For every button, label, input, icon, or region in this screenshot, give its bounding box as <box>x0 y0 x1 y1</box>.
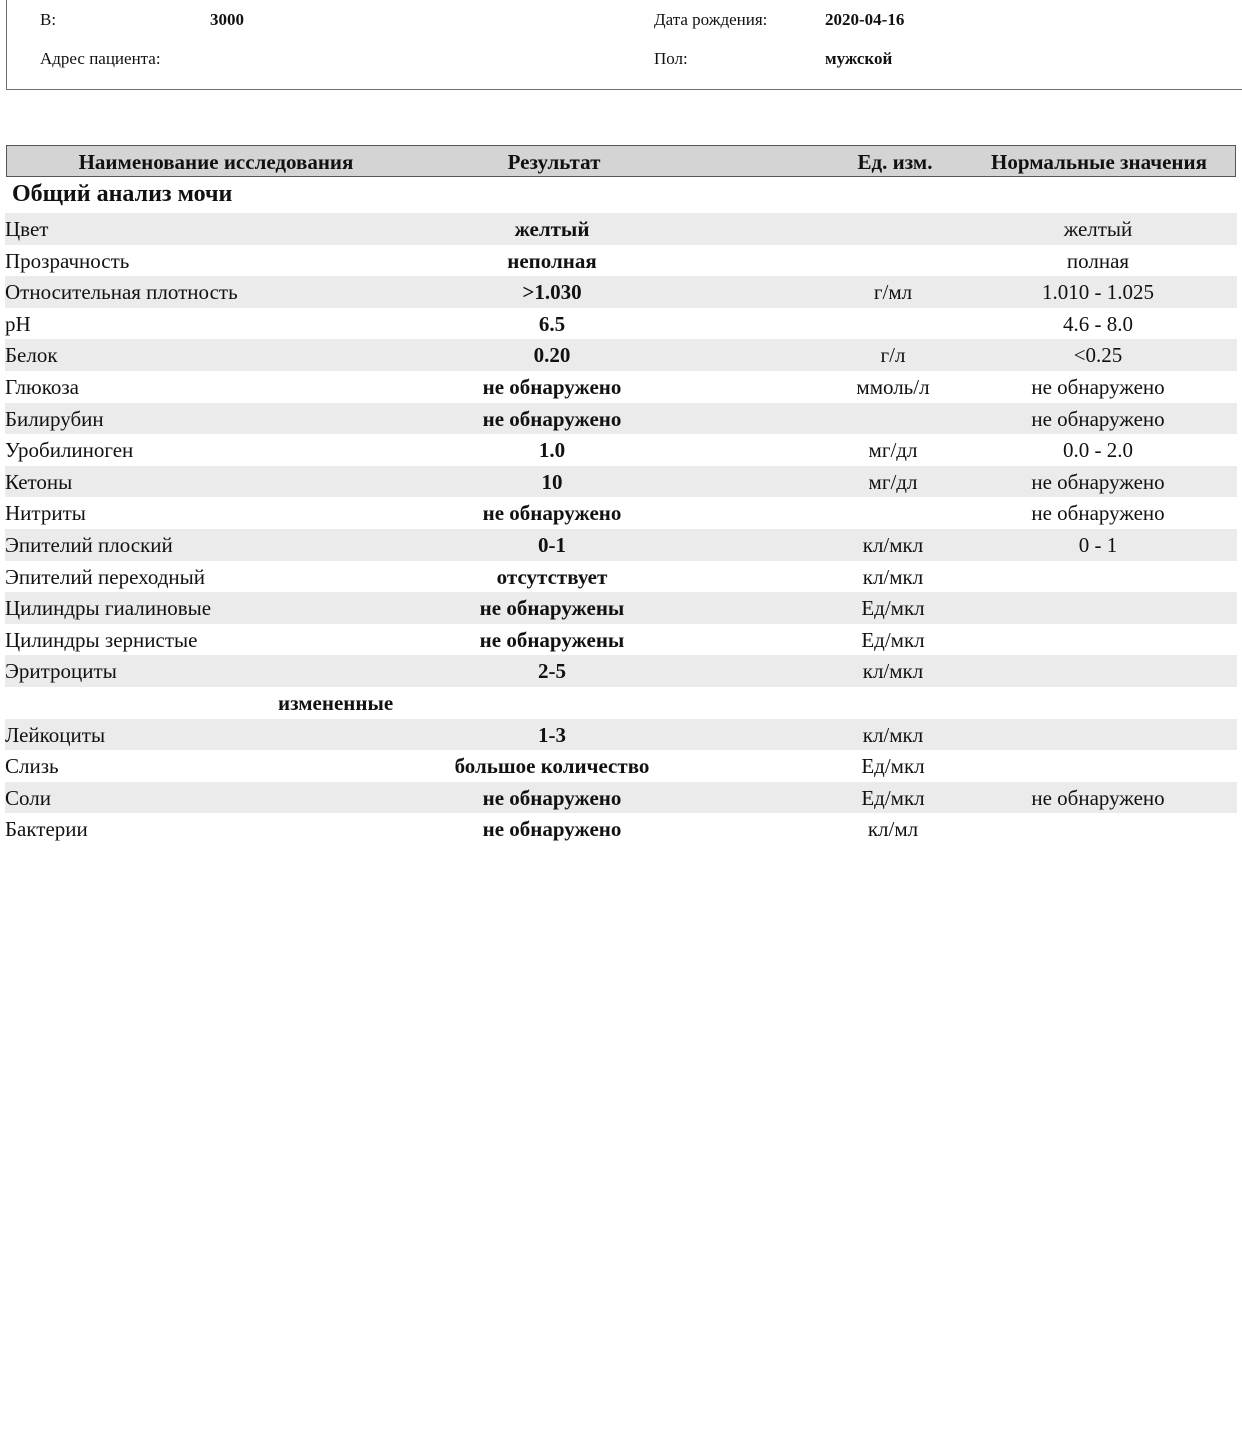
table-row <box>5 213 1237 245</box>
row-unit <box>805 403 981 435</box>
table-row <box>5 308 1237 340</box>
row-normal: не обнаружено <box>1031 501 1165 526</box>
row-result: не обнаружено <box>482 406 622 431</box>
row-result: большое количество <box>454 754 650 779</box>
row-result: 1-3 <box>538 722 566 747</box>
row-normal: не обнаружено <box>1031 374 1165 399</box>
table-row <box>5 719 1237 751</box>
row-normal <box>985 750 1211 782</box>
row-name: Бактерии <box>5 817 88 842</box>
row-result: не обнаружены <box>479 596 625 621</box>
row-result: не обнаружены <box>479 627 625 652</box>
row-name: Соли <box>5 785 51 810</box>
sex-value: мужской <box>825 49 893 68</box>
row-result: 0-1 <box>538 532 566 557</box>
row-result: отсутствует <box>496 564 608 589</box>
row-normal: желтый <box>1063 217 1133 241</box>
header-result: Результат <box>507 150 601 174</box>
row-unit: Ед/мкл <box>861 785 925 810</box>
row-name: Слизь <box>5 754 59 779</box>
row-normal: не обнаружено <box>1031 469 1165 494</box>
row-unit <box>805 245 981 277</box>
table-row <box>5 655 1237 687</box>
row-normal <box>985 592 1211 624</box>
row-name: pH <box>5 311 31 336</box>
row-name: Эритроциты <box>5 659 117 684</box>
row-result: 2-5 <box>538 659 566 684</box>
table-row <box>5 497 1237 529</box>
row-normal <box>985 624 1211 656</box>
table-header <box>6 145 1236 177</box>
row-result: неполная <box>507 248 597 273</box>
row-normal <box>985 719 1211 751</box>
row-name: Цилиндры зернистые <box>5 627 198 652</box>
row-unit <box>805 213 981 245</box>
row-unit: кл/мл <box>867 817 919 842</box>
table-row <box>5 624 1237 656</box>
row-name: Эпителий плоский <box>5 532 173 557</box>
row-name: Белок <box>5 343 58 368</box>
row-result: >1.030 <box>522 280 582 305</box>
row-normal: 0.0 - 2.0 <box>1063 438 1133 463</box>
row-normal: 4.6 - 8.0 <box>1063 311 1133 336</box>
row-normal <box>985 655 1211 687</box>
sex-label: Пол: <box>654 49 688 68</box>
row-name: Цвет <box>5 217 49 241</box>
row-name: Цилиндры гиалиновые <box>5 596 212 621</box>
row-result: 0.20 <box>533 343 571 368</box>
row-unit <box>805 497 981 529</box>
table-row <box>5 371 1237 403</box>
header-normal: Нормальные значения <box>991 150 1207 174</box>
row-normal: не обнаружено <box>1031 785 1165 810</box>
row-normal: <0.25 <box>1073 343 1123 368</box>
patient-address-label: Адрес пациента: <box>40 49 161 68</box>
row-result: 10 <box>541 469 563 494</box>
header-name: Наименование исследования <box>78 150 354 174</box>
row-unit: г/л <box>880 343 906 368</box>
row-unit: кл/мкл <box>862 722 924 747</box>
table-row <box>5 687 1237 719</box>
row-normal: 0 - 1 <box>1078 532 1118 557</box>
row-name: Относительная плотность <box>5 280 238 305</box>
row-normal <box>985 561 1211 593</box>
row-result: не обнаружено <box>482 501 622 526</box>
row-name: Нитриты <box>5 501 86 526</box>
table-row <box>5 403 1237 435</box>
row-unit: Ед/мкл <box>861 754 925 779</box>
row-unit: мг/дл <box>868 438 918 463</box>
row-name: Глюкоза <box>5 374 79 399</box>
row-result: желтый <box>514 217 590 241</box>
row-unit: ммоль/л <box>856 374 930 399</box>
table-row <box>5 276 1237 308</box>
table-row <box>5 750 1237 782</box>
table-row <box>5 466 1237 498</box>
row-name: Прозрачность <box>5 248 130 273</box>
row-unit: мг/дл <box>868 469 918 494</box>
results-table <box>5 213 1237 845</box>
table-row <box>5 782 1237 814</box>
section-title: Общий анализ мочи <box>12 181 233 207</box>
table-row <box>5 561 1237 593</box>
table-row <box>5 813 1237 845</box>
row-name: Кетоны <box>5 469 73 494</box>
row-name: Эпителий переходный <box>5 564 206 589</box>
table-row <box>5 434 1237 466</box>
row-normal: не обнаружено <box>1031 406 1165 431</box>
table-row <box>5 245 1237 277</box>
row-result: 6.5 <box>538 311 566 336</box>
row-subtitle: измененные <box>278 690 394 715</box>
row-normal <box>985 813 1211 845</box>
row-unit: кл/мкл <box>862 532 924 557</box>
row-unit: кл/мкл <box>862 564 924 589</box>
row-normal: полная <box>1066 248 1130 273</box>
row-unit <box>805 308 981 340</box>
patient-info-box <box>6 0 1242 90</box>
row-unit: г/мл <box>873 280 913 305</box>
row-result: не обнаружено <box>482 374 622 399</box>
row-name: Билирубин <box>5 406 104 431</box>
patient-id-label: В: <box>40 10 57 29</box>
row-result: не обнаружено <box>482 785 622 810</box>
row-normal: 1.010 - 1.025 <box>1042 280 1154 305</box>
row-unit: Ед/мкл <box>861 627 925 652</box>
row-unit: кл/мкл <box>862 659 924 684</box>
row-name: Уробилиноген <box>5 438 134 463</box>
row-result: не обнаружено <box>482 817 622 842</box>
row-name: Лейкоциты <box>5 722 106 747</box>
header-unit: Ед. изм. <box>857 150 933 174</box>
dob-label: Дата рождения: <box>654 10 768 29</box>
table-row <box>5 592 1237 624</box>
row-result: 1.0 <box>538 438 566 463</box>
table-row <box>5 529 1237 561</box>
patient-id-value: 3000 <box>210 10 244 29</box>
row-unit: Ед/мкл <box>861 596 925 621</box>
dob-value: 2020-04-16 <box>825 10 905 29</box>
table-row <box>5 339 1237 371</box>
